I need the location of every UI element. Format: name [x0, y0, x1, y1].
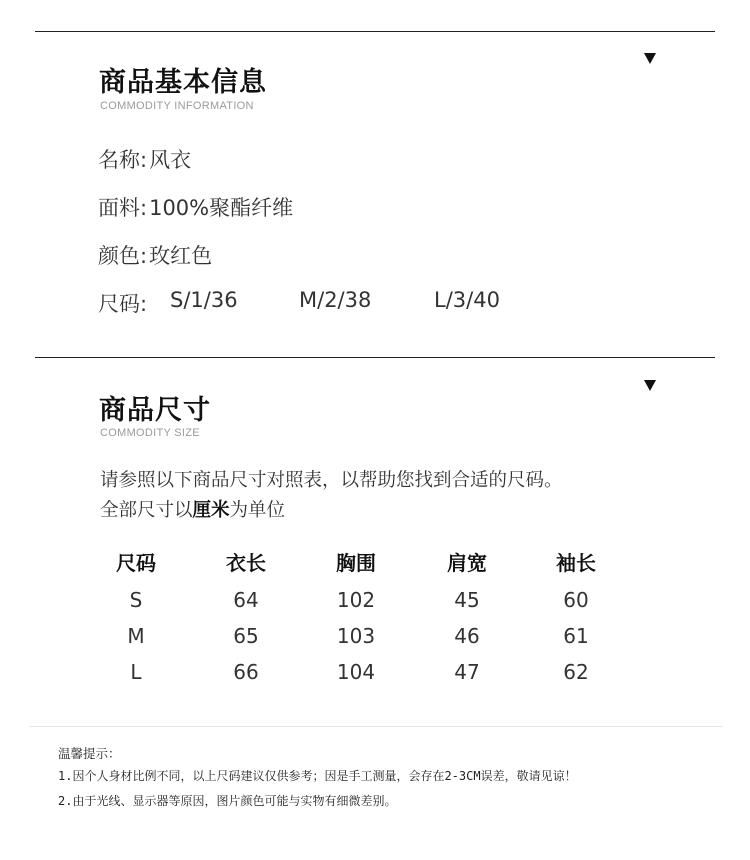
table-header: 袖长: [556, 551, 596, 575]
table-cell: 66: [233, 660, 259, 684]
color-label: 颜色:: [98, 244, 148, 268]
info-title: 商品基本信息: [99, 67, 267, 98]
size-value-m: M/2/38: [299, 288, 372, 312]
table-header: 尺码: [116, 551, 156, 575]
info-subtitle: COMMODITY INFORMATION: [100, 100, 254, 112]
name-label: 名称:: [98, 148, 148, 172]
size-description: 请参照以下商品尺寸对照表，以帮助您找到合适的尺码。: [100, 470, 563, 491]
fabric-row: [98, 192, 293, 222]
size-subtitle: COMMODITY SIZE: [100, 427, 200, 439]
name-value: 风衣: [149, 148, 192, 172]
middle-divider: [35, 357, 715, 358]
unit-text-bold: 厘米: [192, 500, 230, 521]
table-header: 胸围: [336, 551, 376, 575]
table-cell: 46: [454, 624, 480, 648]
unit-text-b: 为单位: [229, 500, 286, 521]
table-header: 衣长: [226, 551, 266, 575]
collapse-triangle-icon[interactable]: [644, 53, 656, 64]
note-line-2: 2.由于光线、显示器等原因，图片颜色可能与实物有细微差别。: [58, 794, 397, 808]
color-row: [98, 240, 212, 270]
table-cell: L: [130, 660, 142, 684]
table-cell: M: [127, 624, 145, 648]
unit-description: [100, 496, 285, 522]
size-title: 商品尺寸: [99, 395, 211, 426]
top-divider: [35, 31, 715, 32]
table-cell: 45: [454, 588, 480, 612]
table-cell: 60: [563, 588, 589, 612]
notes-divider: [30, 726, 722, 727]
color-value: 玫红色: [149, 244, 213, 268]
table-cell: 103: [336, 624, 376, 648]
table-cell: 65: [233, 624, 259, 648]
size-value-l: L/3/40: [434, 288, 500, 312]
fabric-label: 面料:: [98, 196, 148, 220]
size-value-s: S/1/36: [170, 288, 238, 312]
size-label: 尺码:: [98, 292, 148, 316]
table-cell: 102: [336, 588, 376, 612]
table-cell: 104: [336, 660, 376, 684]
fabric-value: 100%聚酯纤维: [149, 196, 294, 220]
notes-heading: 温馨提示：: [58, 746, 121, 761]
table-cell: 62: [563, 660, 589, 684]
note-line-1: 1.因个人身材比例不同，以上尺码建议仅供参考；因是手工测量，会存在2-3CM误差，敬请见谅！: [58, 769, 577, 783]
table-cell: 61: [563, 624, 589, 648]
unit-text-a: 全部尺寸以: [100, 500, 193, 521]
name-row: [98, 144, 191, 174]
table-cell: 47: [454, 660, 480, 684]
table-header: 肩宽: [447, 551, 487, 575]
collapse-triangle-icon[interactable]: [644, 380, 656, 391]
table-cell: S: [129, 588, 143, 612]
size-row: [98, 288, 558, 318]
table-cell: 64: [233, 588, 259, 612]
